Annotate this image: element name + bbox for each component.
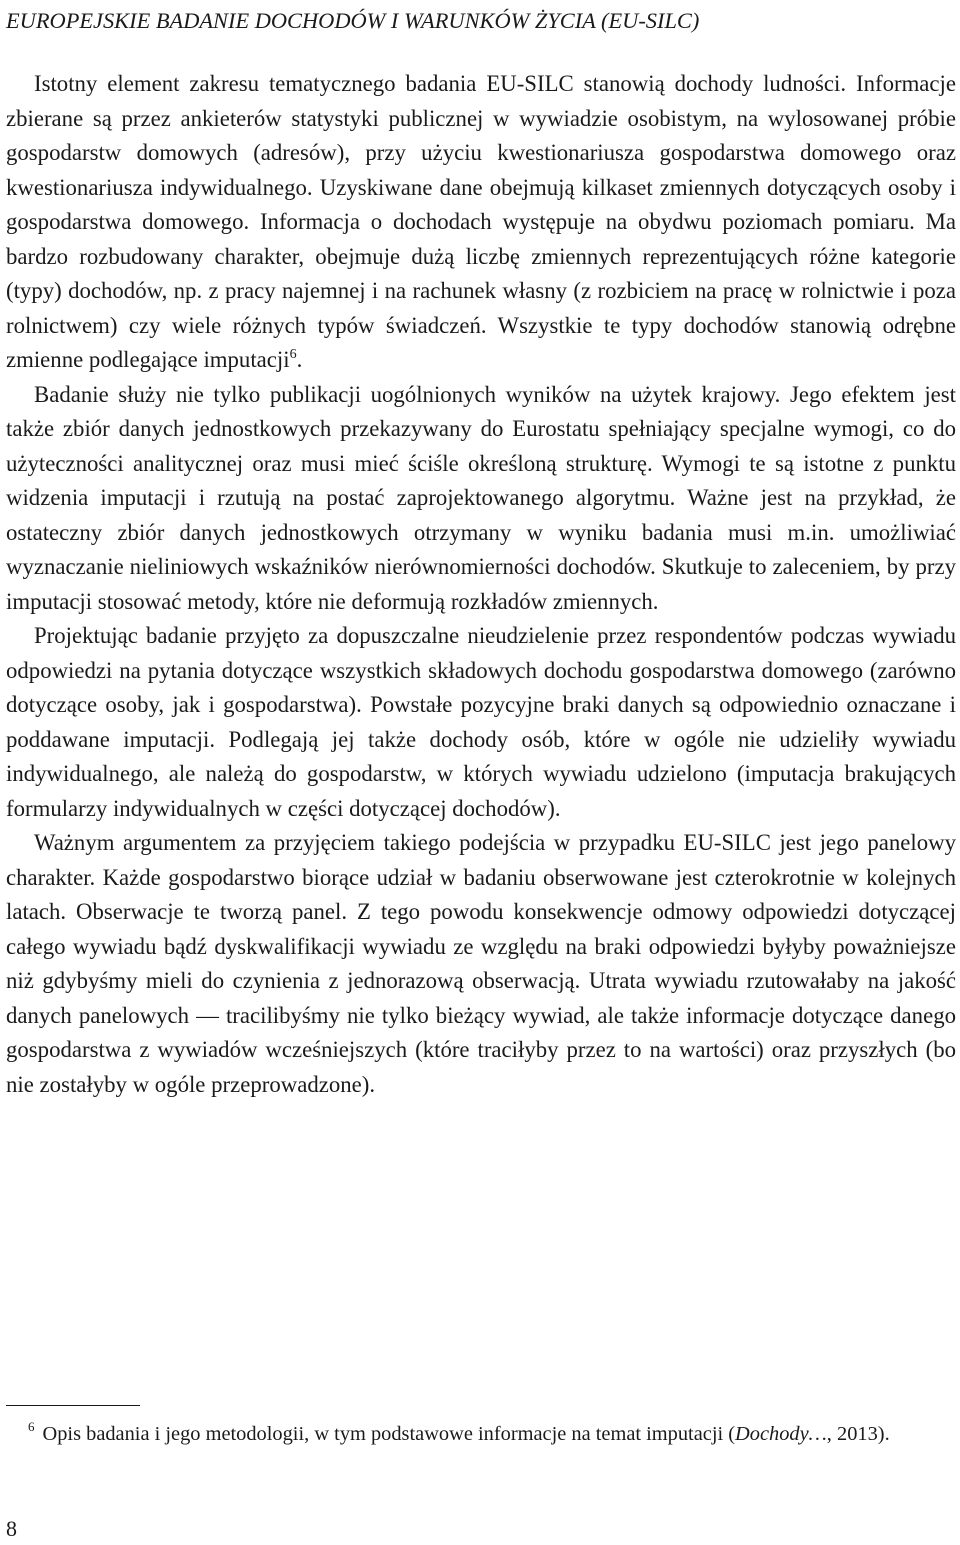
- footnote-reference[interactable]: 6: [289, 347, 297, 362]
- footnote-divider: [6, 1405, 140, 1406]
- body-text: [6, 67, 956, 1102]
- page-number: 8: [6, 1516, 17, 1541]
- paragraph-1-text: Istotny element zakresu tematycznego badania EU-SILC stanowią dochody ludności. Informacje zbierane są przez ankieterów statystyki publicznej w wywiadzie osobistym, na wylosowanej próbie gospodarstw domowych (adresów), przy użyciu kwestionariusza gospodarstwa domowego oraz kwestionariusza indywidualnego. Uzyskiwane dane obejmują kilkaset zmiennych dotyczących osoby i gospodarstwa domowego. Informacja o dochodach występuje na obydwu poziomach pomiaru. Ma bardzo rozbudowany charakter, obejmuje dużą liczbę zmiennych reprezentujących różne kategorie (typy) dochodów, np. z pracy najemnej i na rachunek własny (z rozbiciem na pracę w rolnictwie i poza rolnictwem) czy wiele różnych typów świadczeń. Wszystkie te typy dochodów stanowią odrębne zmienne podlegające imputacji: [6, 71, 956, 372]
- paragraph-1-end: .: [296, 347, 303, 372]
- footnote-paragraph: [6, 1420, 956, 1449]
- paragraph-1: [6, 67, 956, 378]
- paragraph-3: Projektując badanie przyjęto za dopuszczalne nieudzielenie przez respondentów podczas wywiadu odpowiedzi na pytania dotyczące wszystkich składowych dochodu gospodarstwa domowego (zarówno dotyczące osoby, jak i gospodarstwa). Powstałe pozycyjne braki danych są odpowiednio oznaczane i poddawane imputacji. Podlegają jej także dochody osób, które w ogóle nie udzieliły wywiadu indywidualnego, ale należą do gospodarstw, w których wywiadu udzielono (imputacja brakujących formularzy indywidualnych w części dotyczącej dochodów).: [6, 623, 956, 821]
- paragraph-4: Ważnym argumentem za przyjęciem takiego podejścia w przypadku EU-SILC jest jego panelowy charakter. Każde gospodarstwo biorące udział w badaniu obserwowane jest czterokrotnie w kolejnych latach. Obserwacje te tworzą panel. Z tego powodu konsekwencje odmowy odpowiedzi dotyczącej całego wywiadu bądź dyskwalifikacji wywiadu ze względu na braki odpowiedzi byłyby poważniejsze niż gdybyśmy mieli do czynienia z jednorazową obserwacją. Utrata wywiadu rzutowałaby na jakość danych panelowych — tracilibyśmy nie tylko bieżący wywiad, ale także informacje dotyczące danego gospodarstwa z wywiadów wcześniejszych (które traciłyby przez to na wartości) oraz przyszłych (bo nie zostałyby w ogóle przeprowadzone).: [6, 830, 956, 1097]
- footnote-text-after: , 2013).: [826, 1423, 890, 1445]
- paragraph-2: Badanie służy nie tylko publikacji uogólnionych wyników na użytek krajowy. Jego efektem jest także zbiór danych jednostkowych przekazywany do Eurostatu spełniający specjalne wymogi, co do użyteczności analitycznej oraz musi mieć ściśle określoną strukturę. Wymogi te są istotne z punktu widzenia imputacji i rzutują na postać zaprojektowanego algorytmu. Ważne jest na przykład, że ostateczny zbiór danych jednostkowych otrzymany w wyniku badania musi m.in. umożliwiać wyznaczanie nieliniowych wskaźników nierównomierności dochodów. Skutkuje to zaleceniem, by przy imputacji stosować metody, które nie deformują rozkładów zmiennych.: [6, 381, 956, 614]
- footnote-text-before: Opis badania i jego metodologii, w tym podstawowe informacje na temat imputacji (: [42, 1423, 736, 1445]
- footnote: [6, 1420, 956, 1449]
- footnote-number: 6: [28, 1419, 35, 1434]
- footnote-citation: Dochody…: [735, 1423, 827, 1445]
- running-header: EUROPEJSKIE BADANIE DOCHODÓW I WARUNKÓW ŻYCIA (EU-SILC): [6, 8, 700, 33]
